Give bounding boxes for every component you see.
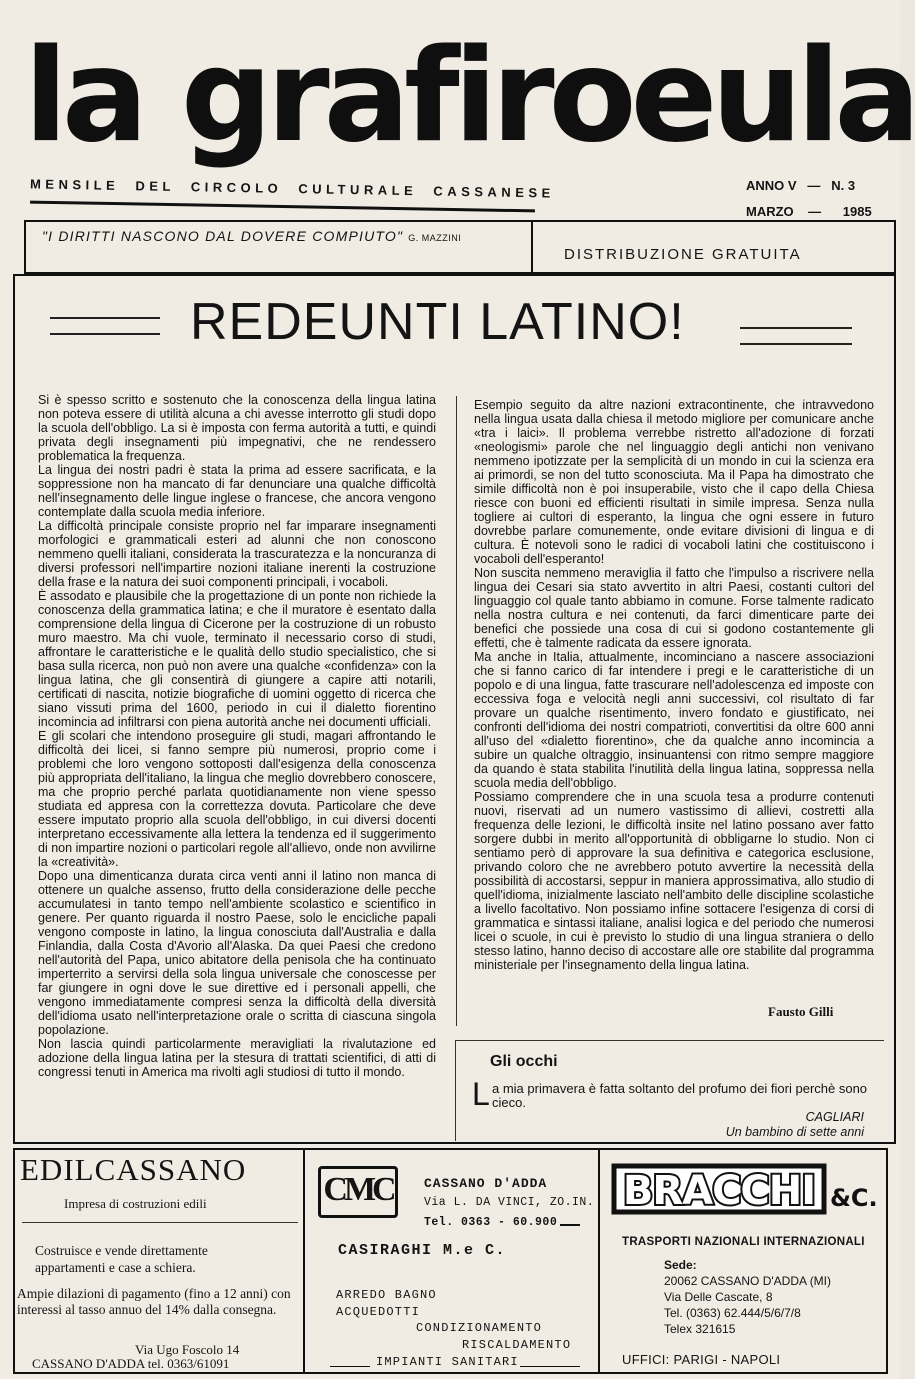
bracchi-address-line: Via Delle Cascate, 8	[664, 1290, 773, 1304]
motto-divider	[531, 220, 533, 274]
casiraghi-rule	[560, 1224, 580, 1226]
edilcassano-rule	[22, 1222, 298, 1223]
casiraghi-service: ARREDO BAGNO	[336, 1288, 437, 1302]
paragraph: Non lascia quindi particolarmente meravigliati la rivalutazione ed adozione della lingua latina per la stesura di trattati scientifici, di atti di congressi tenuti in America ma rivolti agli studiosi di tutto il mondo.	[38, 1037, 436, 1079]
paragraph: La difficoltà principale consiste proprio nel far imparare insegnamenti morfologici e grammaticali esteri ad alunni che non conoscono nemmeno quelli italiani, considerata la trascuratezza e la noncuranza di diversi professori nell'impartire nozioni italiane inerenti la costruzione della frase e la natura dei suoi componenti principali, i vocaboli.	[38, 519, 436, 589]
column-divider	[456, 396, 457, 1026]
edilcassano-address: Via Ugo Foscolo 14	[135, 1342, 240, 1357]
ads-divider	[598, 1148, 600, 1374]
casiraghi-address: Via L. DA VINCI, ZO.IN.	[424, 1196, 595, 1209]
edilcassano-terms: Ampie dilazioni di pagamento (fino a 12 anni) con interessi al tasso annuo del 14% dalla consegna.	[17, 1286, 291, 1317]
article-column-right	[474, 398, 874, 1006]
bracchi-logo	[612, 1160, 878, 1220]
bracchi-offices: UFFICI: PARIGI - NAPOLI	[622, 1352, 781, 1367]
issue-info: ANNO V — N. 3 MARZO — 1985	[746, 178, 872, 219]
paragraph: Si è spesso scritto e sostenuto che la conoscenza della lingua latina non poteva essere di utilità alcuna a chi avesse interrotto gli studi dopo la scuola dell'obbligo. La si è imposta con ferma autorità a tutti, e quindi privata degli insegnamenti più impegnativi, che ne rendessero problematica la frequenza.	[38, 393, 436, 463]
paragraph: La lingua dei nostri padri è stata la prima ad essere sacrificata, e la soppressione non ha mancato di far denunciare una qualche difficoltà nell'insegnamento delle lingue inglese o francese, che ancora vengono contemplate dalla scuola media inferiore.	[38, 463, 436, 519]
motto	[42, 228, 461, 244]
casiraghi-rule	[520, 1366, 580, 1367]
poem-place: CAGLIARI	[805, 1110, 864, 1124]
poem-signature	[700, 1110, 864, 1140]
paragraph: Esempio seguito da altre nazioni extracontinente, che intravvedono nella lingua usata dalla chiesa il metodo migliore per comunicare anche «tra i laici». Il problema verrebbe ristretto all'adozione di forzati «neologismi» parole che nel linguaggio degli antichi non venivano nemmeno ipotizzate per la semplicità di un mondo in cui la scienza era ai primordi, se non del tutto sconosciuta. Ma il Papa ha dimostrato che simile difficoltà non è poi insuperabile, visto che il capo della Chiesa riesce con buoni ed efficienti risultati in simile impresa. Senza nulla togliere ai cultori di esperanto, la lingua che ogni essere in futuro dovrebbe parlare comunemente, onde evitare divisioni di lingua e di cultura. È notevoli sono le radici di vocaboli latini che costituiscono i vocaboli dell'esperanto!	[474, 398, 874, 566]
paragraph: Dopo una dimenticanza durata circa venti anni il latino non manca di ottenere un qualche assenso, frutto della considerazione delle pecche accumulatesi in tanto tempo nell'ambiente scolastico e scientifico in genere. Per quanto riguarda il nostro Paese, solo le encicliche papali vengono composte in latino, la lingua conosciuta dall'Australia e dalla Finlandia, dalla Costa d'Avorio all'Alaska. Da quei Paesi che credono nell'autorità del Papa, unico abitatore della penisola che ha continuato imperterrito a servirsi della sola lingua universale che conoscesse per far giungere in ogni dove le sue direttive ed i personali appelli, che vengono immediatamente compresi senza la difficoltà della diversità dell'idioma usato nell'interpretazione orale o scritta di ciascuna singola popolazione.	[38, 869, 436, 1037]
distribution-note: DISTRIBUZIONE GRATUITA	[564, 246, 802, 263]
article-headline: REDEUNTI LATINO!	[190, 293, 685, 351]
paragraph: Non suscita nemmeno meraviglia il fatto che l'impulso a riscrivere nella lingua dei Cesari sia stato avvertito in altri Paesi, costanti cultori del linguaggio col quale tanto abbiamo in comune. Forse talmente radicato nella nostra cultura e nei contenuti, da farci dimenticare parte dei benefici che possiede una cosa di cui si godono costantemente gli effetti, che è talmente radicata da essere ignorata.	[474, 566, 874, 650]
casiraghi-service: RISCALDAMENTO	[462, 1338, 572, 1352]
issue-month: MARZO	[746, 204, 794, 219]
bracchi-tagline: TRASPORTI NAZIONALI INTERNAZIONALI	[622, 1236, 865, 1248]
motto-author: G. MAZZINI	[408, 233, 462, 243]
article-column-left	[38, 393, 436, 1128]
paragraph: Possiamo comprendere che in una scuola tesa a produrre contenuti nuovi, riservati ad un numero vastissimo di allievi, costretti alla frequenza delle lezioni, le difficoltà insite nel latino possano aver fatto sorgere dubbi in merito all'opportunità di obbligarne lo studio. Non ci sentiamo però di approvare la sua definitiva e categorica esclusione, privando coloro che ne avrebbero potuto avvertire la necessità della possibilità di accostarsi, seppur in maniera approssimativa, allo studio di quell'idioma, inizialmente lasciato nell'ambito delle discipline scolastiche a livello facoltativo. Non possiamo infine sottacere l'esigenza di corsi di grammatica e sintassi italiane, analisi logica e del periodo che numerosi licei o scuole, in cui è previsto lo studio di una lingua straniera o dello stesso latino, hanno deciso di accostare alle ore stabilite dal programma ministeriale per l'insegnamento della lingua latina.	[474, 790, 874, 972]
edilcassano-tagline: Impresa di costruzioni edili	[64, 1196, 207, 1211]
bracchi-address-line: 20062 CASSANO D'ADDA (MI)	[664, 1274, 832, 1288]
casiraghi-service: IMPIANTI SANITARI	[376, 1355, 519, 1369]
casiraghi-name: CASIRAGHI M.e C.	[338, 1242, 507, 1259]
edilcassano-offer: Costruisce e vende direttamente appartamenti e case a schiera.	[35, 1243, 208, 1275]
issue-year: 1985	[842, 204, 872, 219]
casiraghi-service: ACQUEDOTTI	[336, 1305, 421, 1319]
casiraghi-phone: Tel. 0363 - 60.900	[424, 1216, 558, 1229]
paragraph: Ma anche in Italia, attualmente, incominciano a nascere associazioni che si fanno carico di far intendere i pregi e le caratteristiche di un popolo e di una lingua, fatte trascurare nell'adolescenza ed imposte con eccessiva foga e velocità negli anni successivi, col risultato di far provare un qualche risentimento, invero fondato e giustificato, nei confronti dell'idioma dei nostri compatrioti, convertitisi da oltre 600 anni all'uso del «dialetto fiorentino», che da qualche anno incomincia a subire un qualche oltraggio, insinuantensi con ritmo sempre maggiore da quando è stata stabilita l'inutilità della lingua latina, soppressa nella scuola media dell'obbligo.	[474, 650, 874, 790]
bracchi-logo-graphic	[612, 1160, 878, 1220]
headline-rule-left	[50, 317, 160, 319]
headline-rule-left	[50, 333, 160, 335]
bracchi-sede-label: Sede:	[664, 1258, 697, 1272]
bracchi-address-line: Telex 321615	[664, 1322, 736, 1336]
ads-divider	[303, 1148, 305, 1374]
poem-title: Gli occhi	[490, 1053, 558, 1070]
bracchi-logo-suffix: &C.	[830, 1184, 878, 1212]
paragraph: È assodato e plausibile che la progettazione di un ponte non richiede la conoscenza della grammatica latina; e che il muratore è esentato dalla comprensione della lingua di Cicerone per la costruzione di un robusto muro maestro. Ma chi vuole, terminato il necessario corso di studi, affrontare le caratteristiche e le qualità dello studio specialistico, che si basa sulla ricerca, non può non avere una qualche «confidenza» con la lingua latina, che gli consentirà di giungere a capire atti notarili, certificati di nascita, notizie biografiche di uomini oggetto di ricerca che siano vissuti prima del 1600, periodo in cui il dialetto fiorentino incomincia ad infiltrarsi con piena autorità anche nei documenti ufficiali.	[38, 589, 436, 729]
article-author: Fausto Gilli	[768, 1004, 834, 1019]
subtitle-underline	[30, 201, 535, 213]
casiraghi-logo-letters: CMC	[323, 1171, 393, 1208]
casiraghi-city: CASSANO D'ADDA	[424, 1176, 548, 1191]
headline-rule-right	[740, 327, 852, 329]
edilcassano-name: EDILCASSANO	[20, 1152, 247, 1187]
issue-number: N. 3	[831, 178, 856, 193]
poem-author: Un bambino di sette anni	[725, 1125, 864, 1139]
casiraghi-service: CONDIZIONAMENTO	[416, 1321, 543, 1335]
headline-rule-right	[740, 343, 852, 345]
bracchi-logo-text: BRACCHI	[622, 1168, 816, 1214]
poem-text: a mia primavera è fatta soltanto del profumo dei fiori perchè sono cieco.	[492, 1081, 868, 1110]
poem-dropcap: L	[472, 1076, 490, 1112]
masthead-title: la grafiroeula	[24, 22, 915, 171]
motto-text: "I DIRITTI NASCONO DAL DOVERE COMPIUTO"	[42, 228, 404, 244]
casiraghi-rule	[330, 1366, 370, 1367]
masthead-subtitle: MENSILE DEL CIRCOLO CULTURALE CASSANESE	[29, 176, 555, 201]
edilcassano-city-tel: CASSANO D'ADDA tel. 0363/61091	[32, 1356, 230, 1371]
bracchi-address-line: Tel. (0363) 62.444/5/6/7/8	[664, 1306, 801, 1320]
paragraph: E gli scolari che intendono proseguire gli studi, magari affrontando le difficoltà dei licei, si fanno sempre più numerosi, proprio come i problemi che loro vengono sottoposti dall'esigenza della conoscenza più appropriata dell'italiano, la lingua che meglio dovrebbero conoscere, ma che proprio perché parlata quotidianamente non viene spesso studiata ed appresa con la correttezza dovuta. Particolare che deve essere imputato proprio alla scuola dell'obbligo, in cui diversi docenti interpretano eccessivamente alla lettera la tendenza ed il suggerimento di non impartire nozioni o particolari regole all'allievo, onde non avvilirne la «creatività».	[38, 729, 436, 869]
issue-year-volume: ANNO V	[746, 178, 797, 193]
